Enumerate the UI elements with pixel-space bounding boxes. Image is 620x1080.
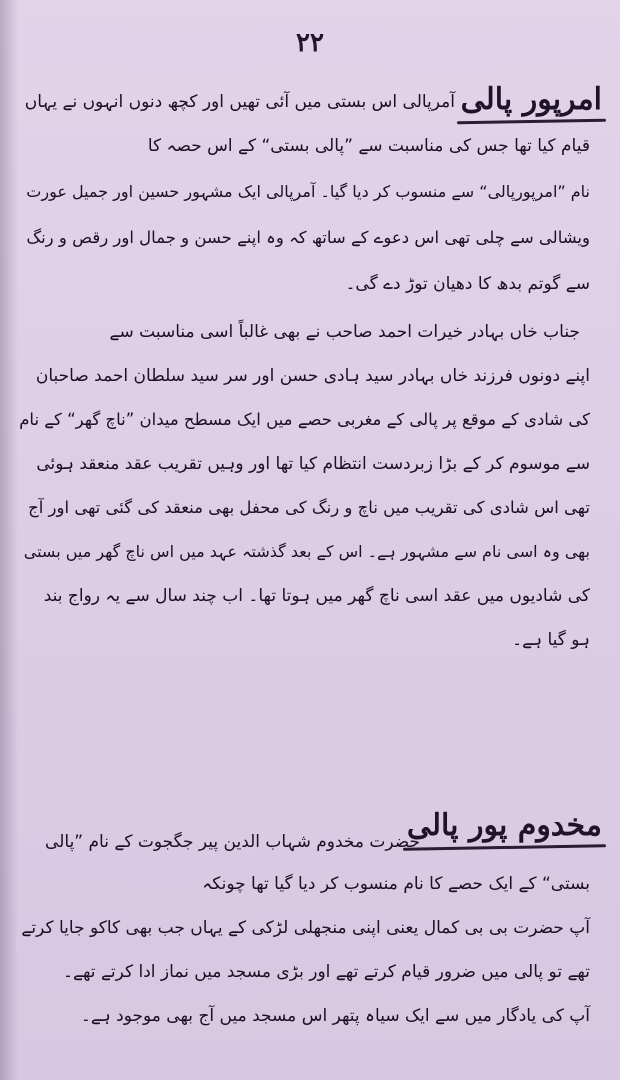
text-line: قیام کیا تھا جس کی مناسبت سے ”پالی بستی“ کے اس حصہ کا — [147, 136, 590, 156]
text-line: بھی وہ اسی نام سے مشہور ہے۔ اس کے بعد گذشتہ عہد میں اس ناچ گھر میں بستی — [23, 542, 590, 561]
text-line: سے موسوم کر کے بڑا زبردست انتظام کیا تھا اور وہیں تقریب عقد منعقد ہوئی — [36, 454, 590, 474]
scan-edge-shadow — [0, 0, 18, 1080]
heading-underline — [403, 844, 606, 851]
text-line: حضرت مخدوم شہاب الدین پیر جگجوت کے نام ”پالی — [45, 832, 420, 852]
text-line: کی شادیوں میں عقد اسی ناچ گھر میں ہوتا تھا۔ اب چند سال سے یہ رواج بند — [43, 586, 590, 606]
text-line: آمرپالی اس بستی میں آئی تھیں اور کچھ دنوں انہوں نے یہاں — [24, 92, 455, 112]
section-heading-makhdumpur-pali — [407, 808, 602, 843]
section-heading-text: امرپور پالی — [460, 82, 602, 117]
text-line: آپ حضرت بی بی کمال یعنی اپنی منجھلی لڑکی کے یہاں جب بھی کاکو جایا کرتے — [21, 918, 590, 938]
text-line: آپ کی یادگار میں سے ایک سیاہ پتھر اس مسجد میں آج بھی موجود ہے۔ — [80, 1006, 590, 1026]
text-line: ہو گیا ہے۔ — [512, 630, 590, 650]
section-heading-text: مخدوم پور پالی — [406, 808, 602, 843]
text-line: نام ”امرپورپالی“ سے منسوب کر دیا گیا۔ آمرپالی ایک مشہور حسین اور جمیل عورت — [26, 182, 590, 201]
text-line: جناب خاں بہادر خیرات احمد صاحب نے بھی غالباً اسی مناسبت سے — [109, 322, 580, 342]
page-number: ۲۲ — [296, 28, 324, 58]
text-line: سے گوتم بدھ کا دھیان توڑ دے گی۔ — [345, 274, 590, 294]
text-line: بستی“ کے ایک حصے کا نام منسوب کر دیا گیا تھا چونکہ — [202, 874, 590, 894]
text-line: تھے تو پالی میں ضرور قیام کرتے تھے اور بڑی مسجد میں نماز ادا کرتے تھے۔ — [63, 962, 590, 982]
text-line: ویشالی سے چلی تھی اس دعوے کے ساتھ کہ وہ اپنے حسن و جمال اور رقص و رنگ — [26, 228, 590, 247]
text-line: اپنے دونوں فرزند خاں بہادر سید ہادی حسن اور سر سید سلطان احمد صاحبان — [35, 366, 590, 386]
text-line: تھی اس شادی کی تقریب میں ناچ و رنگ کی محفل بھی منعقد کی گئی تھی اور آج — [28, 498, 590, 517]
section-heading-amarpur-pali — [461, 82, 602, 117]
heading-underline — [457, 119, 606, 125]
text-line: کی شادی کے موقع پر پالی کے مغربی حصے میں ایک مسطح میدان ”ناچ گھر“ کے نام — [19, 410, 590, 429]
